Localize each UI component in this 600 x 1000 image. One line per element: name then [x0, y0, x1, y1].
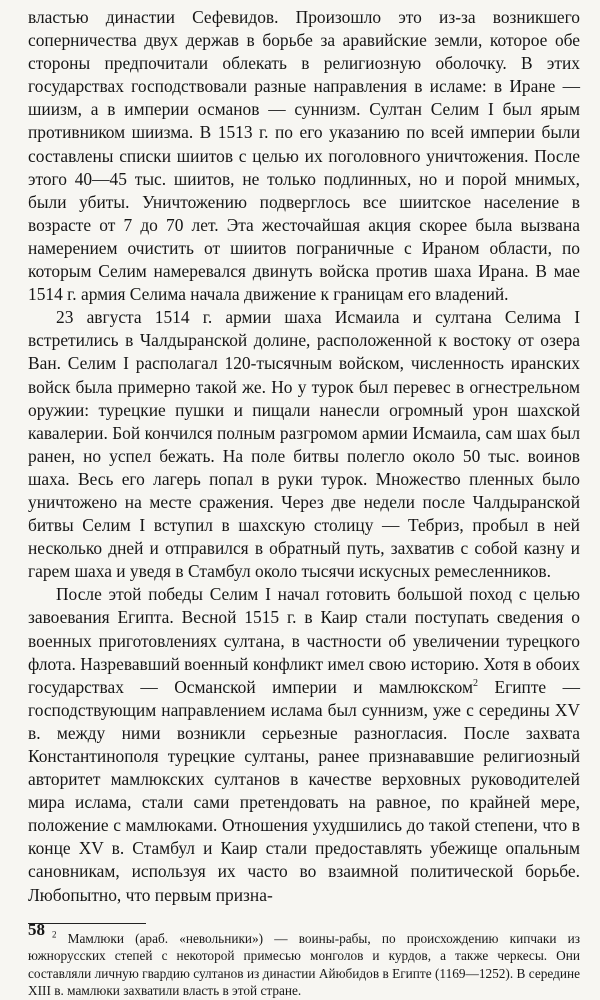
page-number: 58: [28, 920, 45, 939]
body-text: [28, 6, 580, 907]
paragraph-2: 23 августа 1514 г. армии шаха Исмаила и султана Селима I встретились в Чалдыранской долине, расположенной к востоку от озера Ван. Селим I располагал 120-тысячным войском, численность иранских войск была примерно такой же. Но у турок был перевес в огнестрельном оружии: турецкие пушки и пищали нанесли огромный урон шахской кавалерии. Бой кончился полным разгромом армии Исмаила, сам шах был ранен, но успел бежать. На поле битвы полегло около 50 тыс. воинов шаха. Весь его лагерь попал в руки турок. Множество пленных было уничтожено на месте сражения. Через две недели после Чалдыранской битвы Селим I вступил в шахскую столицу — Тебриз, пробыл в ней несколько дней и отправился в обратный путь, захватив с собой казну и гарем шаха и уведя в Стамбул около тысячи искусных ремесленников.: [28, 307, 580, 582]
footnote: [28, 930, 580, 1000]
paragraph-3: [28, 583, 580, 906]
footnote-divider: [28, 923, 146, 924]
paragraph-3-text-after: Египте — господствующим направлением ислама был суннизм, уже с середины XV в. между ними возникли серьезные разногласия. После захвата Константинополя турецкие султаны, ранее признававшие религиозный авторитет мамлюкских султанов в качестве верховных руководителей мира ислама, стали сами претендовать на равное, по крайней мере, положение с мамлюками. Отношения ухудшились до такой степени, что в конце XV в. Стамбул и Каир стали предоставлять убежище опальным сановникам, используя их часто во взаимной политической борьбе. Любопытно, что первым призна-: [28, 676, 580, 905]
paragraph-1: властью династии Сефевидов. Произошло это из-за возникшего соперничества двух держав в борьбе за аравийские земли, которое обе стороны предпочитали облекать в религиозную оболочку. В этих государствах господствовали разные направления в исламе: в Иране — шиизм, а в империи османов — суннизм. Султан Селим I был ярым противником шиизма. В 1513 г. по его указанию по всей империи были составлены списки шиитов с целью их поголовного уничтожения. После этого 40—45 тыс. шиитов, не только подлинных, но и порой мнимых, были убиты. Уничтожению подверглось все шиитское население в возрасте от 7 до 70 лет. Эта жесточайшая акция скорее была вызвана намерением очистить от шиитов пограничные с Ираном области, по которым Селим намеревался двинуть войска против шаха Ирана. В мае 1514 г. армия Селима начала движение к границам его владений.: [28, 7, 580, 305]
footnote-number: 2: [52, 929, 57, 940]
footnote-text: Мамлюки (араб. «невольники») — воины-рабы, по происхождению кипчаки из южнорусских степей с некоторой примесью монголов и курдов, а также черкесы. Они составляли личную гвардию султанов из династии Айюбидов в Египте (1169—1252). В середине XIII в. мамлюки захватили власть в этой стране.: [28, 930, 580, 999]
page-content: [28, 6, 580, 1000]
footnote-reference: 2: [472, 677, 478, 689]
paragraph-3-text-before: После этой победы Селим I начал готовить большой поход с целью завоевания Египта. Весной 1515 г. в Каир стали поступать сведения о военных приготовлениях султана, в частности об увеличении турецкого флота. Назревавший военный конфликт имел свою историю. Хотя в обоих государствах — Османской империи и мамлюкском: [28, 584, 580, 697]
